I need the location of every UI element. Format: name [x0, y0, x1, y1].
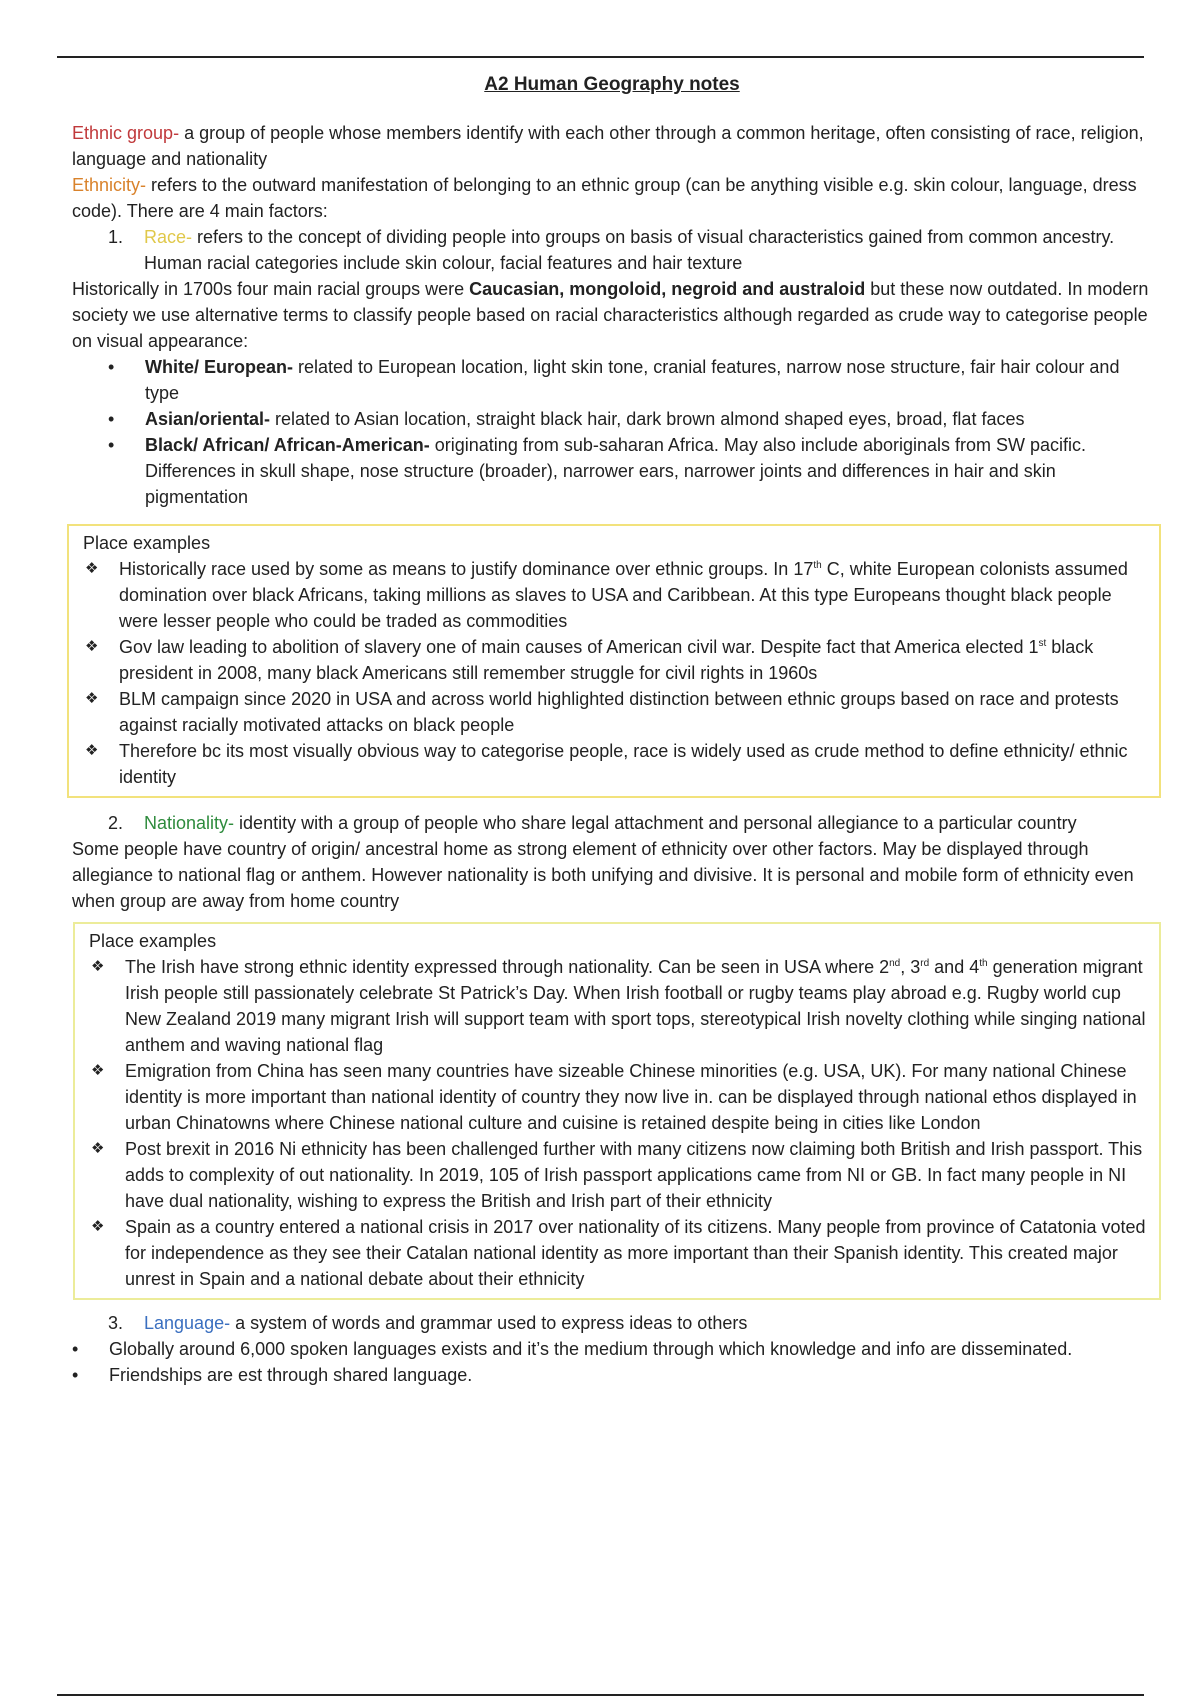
list-item: ❖ Historically race used by some as means to justify dominance over ethnic groups. In 17th C, white European colonists assumed domination over black Africans, taking millions as slaves to USA and Caribbean. At this type Europeans thought black people were lesser people who could be traded as commodities	[83, 556, 1149, 634]
list-item: • Globally around 6,000 spoken languages exists and it’s the medium through which knowledge and info are disseminated.	[72, 1336, 1152, 1362]
place-examples-box-nationality	[73, 922, 1161, 1300]
language-term: Language-	[144, 1313, 231, 1333]
list-item: ❖ The Irish have strong ethnic identity expressed through nationality. Can be seen in USA where 2nd, 3rd and 4th generation migrant Irish people still passionately celebrate St Patrick’s Day. When Irish football or rugby teams play abroad e.g. Rugby world cup New Zealand 2019 many migrant Irish will support team with sport tops, stereotypical Irish novelty clothing while singing national anthem and waving national flag	[89, 954, 1149, 1058]
page-title: A2 Human Geography notes	[484, 74, 740, 95]
list-item: ❖ Post brexit in 2016 Ni ethnicity has been challenged further with many citizens now claiming both British and Irish passport. This adds to complexity of out nationality. In 2019, 105 of Irish passport applications came from NI or GB. In fact many people in NI have dual nationality, wishing to express the British and Irish part of their ethnicity	[89, 1136, 1149, 1214]
race-term: Race-	[144, 227, 193, 247]
place-examples-heading: Place examples	[89, 931, 217, 951]
nationality-factor: 2. Nationality- identity with a group of people who share legal attachment and personal allegiance to a particular country	[108, 813, 1077, 833]
list-item: • Asian/oriental- related to Asian location, straight black hair, dark brown almond shaped eyes, broad, flat faces	[72, 406, 1152, 432]
list-item: ❖ Gov law leading to abolition of slavery one of main causes of American civil war. Despite fact that America elected 1st black president in 2008, many black Americans still remember struggle for civil rights in 1960s	[83, 634, 1149, 686]
language-factor: 3. Language- a system of words and grammar used to express ideas to others	[108, 1313, 748, 1333]
place-examples-heading: Place examples	[83, 533, 211, 553]
ethnic-group-definition: Ethnic group- a group of people whose members identify with each other through a common heritage, often consisting of race, religion, language and nationality	[72, 123, 1144, 169]
list-item: • Black/ African/ African-American- originating from sub-saharan Africa. May also include aboriginals from SW pacific. Differences in skull shape, nose structure (broader), narrower ears, narrower joints and differences in hair and skin pigmentation	[72, 432, 1152, 510]
language-points-list	[72, 1336, 1152, 1388]
top-rule	[57, 56, 1144, 58]
nationality-paragraph: Some people have country of origin/ ancestral home as strong element of ethnicity over other factors. May be displayed through allegiance to national flag or anthem. However nationality is both unifying and divisive. It is personal and mobile form of ethnicity even when group are away from home country	[72, 839, 1134, 911]
list-item: ❖ Therefore bc its most visually obvious way to categorise people, race is widely used as crude method to define ethnicity/ ethnic identity	[83, 738, 1149, 790]
place-examples-box-race	[67, 524, 1161, 798]
race-groups-list	[72, 354, 1152, 510]
list-item: • White/ European- related to European location, light skin tone, cranial features, narrow nose structure, fair hair colour and type	[72, 354, 1152, 406]
ethnicity-definition: Ethnicity- refers to the outward manifestation of belonging to an ethnic group (can be anything visible e.g. skin colour, language, dress code). There are 4 main factors:	[72, 175, 1137, 221]
bottom-rule	[57, 1694, 1144, 1696]
race-factor: 1. Race- refers to the concept of dividing people into groups on basis of visual characteristics gained from common ancestry. Human racial categories include skin colour, facial features and hair texture	[108, 227, 1115, 273]
nationality-term: Nationality-	[144, 813, 235, 833]
document-page	[72, 72, 1152, 1388]
ethnic-group-term: Ethnic group-	[72, 123, 180, 143]
ethnicity-term: Ethnicity-	[72, 175, 147, 195]
list-item: • Friendships are est through shared language.	[72, 1362, 1152, 1388]
race-history: Historically in 1700s four main racial groups were Caucasian, mongoloid, negroid and australoid but these now outdated. In modern society we use alternative terms to classify people based on racial characteristics although regarded as crude way to categorise people on visual appearance:	[72, 279, 1149, 351]
list-item: ❖ BLM campaign since 2020 in USA and across world highlighted distinction between ethnic groups based on race and protests against racially motivated attacks on black people	[83, 686, 1149, 738]
list-item: ❖ Spain as a country entered a national crisis in 2017 over nationality of its citizens. Many people from province of Catatonia voted for independence as they see their Catalan national identity as more important than their Spanish identity. This created major unrest in Spain and a national debate about their ethnicity	[89, 1214, 1149, 1292]
list-item: ❖ Emigration from China has seen many countries have sizeable Chinese minorities (e.g. USA, UK). For many national Chinese identity is more important than national identity of country they now live in. can be displayed through national ethos displayed in urban Chinatowns where Chinese national culture and cuisine is retained despite being in cities like London	[89, 1058, 1149, 1136]
